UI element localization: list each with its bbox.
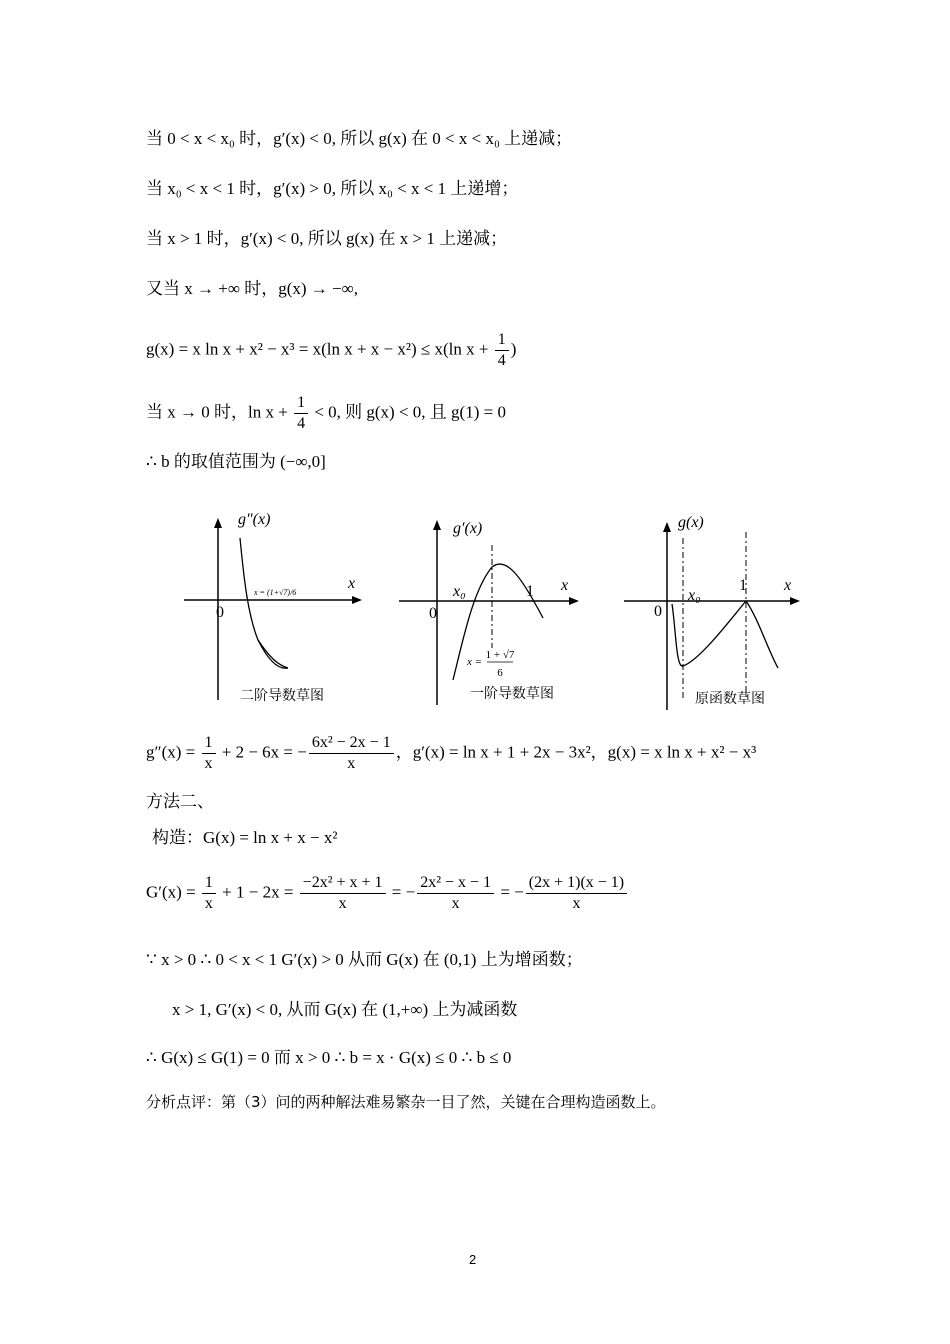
- fraction-den: x: [204, 895, 213, 912]
- g1-x-arrow: [569, 597, 579, 605]
- method-two-heading: 方法二、: [146, 792, 214, 811]
- fraction-num: 1: [495, 330, 509, 351]
- gp-part4: = −: [496, 882, 524, 902]
- g2-x-arrow: [352, 596, 362, 604]
- g0-x-arrow: [790, 597, 800, 605]
- line-decreasing-2: 当 x > 1 时，g′(x) < 0, 所以 g(x) 在 x > 1 上递减；: [146, 229, 508, 248]
- g0-ylabel: g(x): [678, 514, 704, 531]
- line-decreasing-G: x > 1, G′(x) < 0, 从而 G(x) 在 (1,+∞) 上为减函数: [172, 1000, 518, 1019]
- deriv-part3: ，g′(x) = ln x + 1 + 2x − 3x²，g(x) = x ln x + x² − x³: [395, 742, 757, 762]
- fraction-den: x: [347, 755, 356, 772]
- fraction-den: x: [204, 755, 213, 772]
- fraction-num: 1: [202, 733, 216, 754]
- g0-y-arrow: [663, 522, 671, 532]
- line-increasing: 当 x₀ < x < 1 时，g′(x) > 0, 所以 x₀ < x < 1 上递增；: [146, 179, 519, 198]
- line-because: ∵ x > 0 ∴ 0 < x < 1 G′(x) > 0 从而 G(x) 在 (0,1) 上为增函数；: [146, 950, 583, 969]
- g1-ylabel: g′(x): [453, 520, 483, 537]
- gp-part3: = −: [387, 882, 416, 902]
- limit-zero-text: 当 x → 0 时，ln x +: [146, 402, 293, 422]
- g0-one: 1: [739, 577, 747, 594]
- g-inequality-tail: ): [510, 339, 517, 359]
- g2-curve-tail: [258, 640, 288, 668]
- gp-part2: + 1 − 2x =: [217, 882, 298, 902]
- g2-root-label: x = (1+√7)/6: [254, 588, 297, 597]
- g0-x0: x₀: [688, 587, 701, 604]
- fraction-den: x: [338, 895, 347, 912]
- line-therefore: ∴ G(x) ≤ G(1) = 0 而 x > 0 ∴ b = x · G(x) ≤ 0 ∴ b ≤ 0: [146, 1048, 512, 1067]
- g2-xlabel: x: [348, 575, 356, 592]
- fraction-den: 4: [497, 352, 506, 369]
- line-decreasing-1: 当 0 < x < x₀ 时，g′(x) < 0, 所以 g(x) 在 0 < x < x₀ 上递减；: [146, 129, 573, 148]
- g2-y-arrow: [214, 518, 222, 528]
- deriv-part1: g″(x) =: [146, 742, 200, 762]
- line-Gprime: [146, 873, 629, 914]
- deriv-frac2: [309, 733, 394, 774]
- line-derivatives: [146, 733, 756, 774]
- fraction-num: (2x + 1)(x − 1): [526, 873, 627, 894]
- g2-ylabel: g″(x): [238, 511, 271, 528]
- fraction-num: 2x² − x − 1: [417, 873, 494, 894]
- line-limit-zero: [146, 393, 506, 434]
- line-construct: 构造：G(x) = ln x + x − x²: [152, 828, 338, 847]
- deriv-part2: + 2 − 6x = −: [217, 742, 307, 762]
- g1-one: 1: [526, 583, 534, 600]
- g1-max-den: 6: [497, 667, 503, 679]
- fraction-quarter: [495, 330, 509, 371]
- line-g-inequality: [146, 330, 516, 371]
- g1-origin: 0: [429, 605, 437, 622]
- first-derivative-graph: [395, 500, 585, 710]
- g0-caption: 原函数草图: [695, 691, 765, 707]
- g1-xlabel: x: [561, 577, 569, 594]
- gp-part1: G′(x) =: [146, 882, 200, 902]
- g1-x0: x₀: [453, 583, 466, 600]
- fraction-den: 4: [297, 415, 306, 432]
- gp-frac1: [202, 873, 216, 914]
- gp-frac4: [526, 873, 627, 914]
- g0-curve: [672, 601, 778, 668]
- g0-xlabel: x: [784, 577, 792, 594]
- fraction-num: 6x² − 2x − 1: [309, 733, 394, 754]
- line-limit: 又当 x → +∞ 时，g(x) → −∞,: [146, 279, 358, 298]
- fraction-num: 1: [202, 873, 216, 894]
- g1-max-x: x =: [467, 656, 483, 668]
- fraction-num: −2x² + x + 1: [300, 873, 386, 894]
- fraction-quarter-2: [294, 393, 308, 434]
- line-range-b: ∴ b 的取值范围为 (−∞,0]: [146, 452, 326, 471]
- fraction-den: x: [451, 895, 460, 912]
- g1-y-arrow: [433, 520, 441, 530]
- g2-caption: 二阶导数草图: [240, 688, 324, 704]
- page-number: 2: [469, 1252, 477, 1267]
- original-function-graph: [620, 500, 810, 715]
- g1-max-num: 1 + √7: [485, 649, 515, 661]
- analysis-comment: 分析点评：第（3）问的两种解法难易繁杂一目了然，关键在合理构造函数上。: [146, 1093, 666, 1111]
- deriv-frac1: [202, 733, 216, 774]
- gp-frac3: [417, 873, 494, 914]
- g1-caption: 一阶导数草图: [470, 686, 554, 702]
- limit-zero-tail: < 0, 则 g(x) < 0, 且 g(1) = 0: [310, 402, 506, 422]
- fraction-num: 1: [294, 393, 308, 414]
- gp-frac2: [300, 873, 386, 914]
- g0-origin: 0: [654, 603, 662, 620]
- g-inequality-text: g(x) = x ln x + x² − x³ = x(ln x + x − x²) ≤ x(ln x +: [146, 339, 493, 359]
- g2-origin: 0: [216, 604, 224, 621]
- fraction-den: x: [572, 895, 581, 912]
